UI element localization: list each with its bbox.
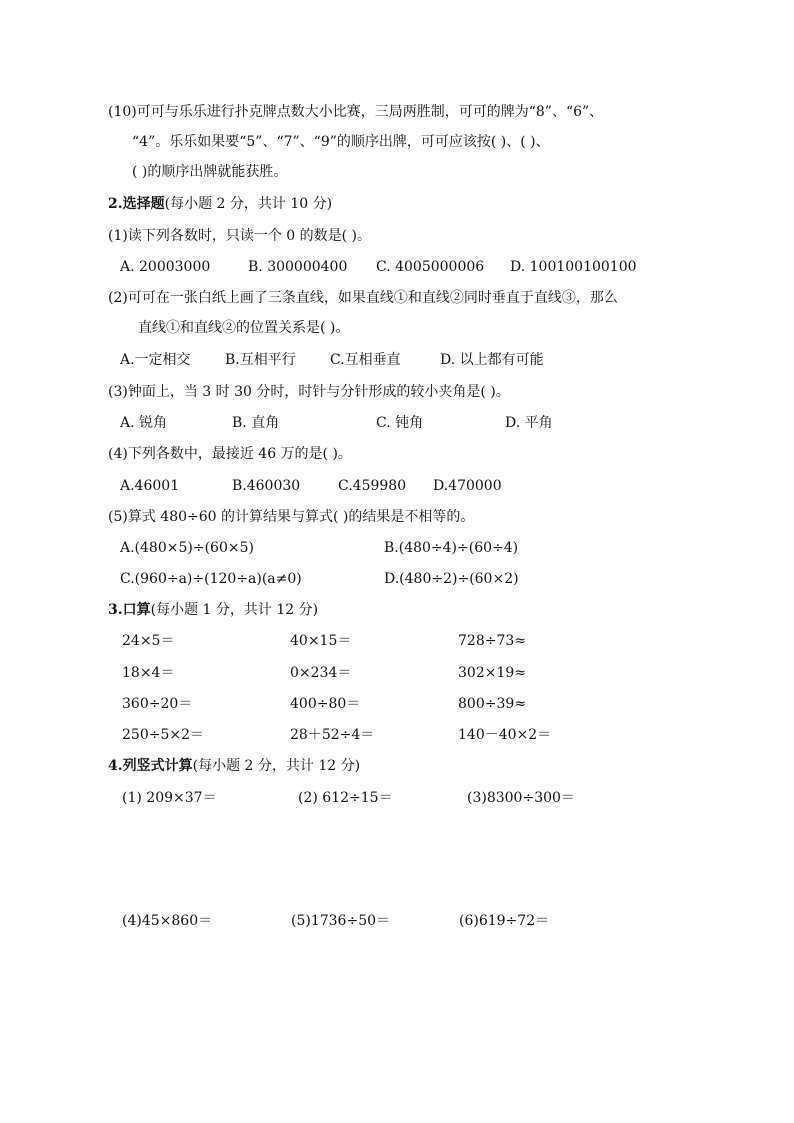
- s2-q2-stem1: (2)可可在一张白纸上画了三条直线，如果直线①和直线②同时垂直于直线③，那么: [108, 290, 618, 306]
- s2-q5-option-b: B.(480÷4)÷(60÷4): [384, 540, 519, 556]
- s2-q3-option-d: D. 平角: [505, 415, 553, 431]
- s2-q3-option-c: C. 钝角: [376, 415, 424, 431]
- mental-calc-item: 250÷5×2＝: [122, 727, 204, 743]
- s2-q5-stem: (5)算式 480÷60 的计算结果与算式( )的结果是不相等的。: [108, 509, 475, 525]
- section4-heading: 4.列竖式计算: [108, 758, 193, 774]
- section2-title: [108, 194, 332, 214]
- s2-q2-stem2: 直线①和直线②的位置关系是( )。: [138, 320, 350, 336]
- s2-q5-option-a: A.(480×5)÷(60×5): [120, 540, 254, 556]
- s2-q4-stem: (4)下列各数中，最接近 46 万的是( )。: [108, 446, 352, 462]
- q10-line2: “4”。乐乐如果要“5”、“7”、“9”的顺序出牌，可可应该按( )、( )、: [132, 134, 550, 150]
- vertical-calc-item: (2) 612÷15＝: [298, 790, 393, 806]
- vertical-calc-item: (1) 209×37＝: [122, 790, 217, 806]
- section4-title: [108, 756, 360, 776]
- q10-line1: (10)可可与乐乐进行扑克牌点数大小比赛，三局两胜制，可可的牌为“8”、“6”、: [108, 104, 604, 120]
- s2-q5-option-c: C.(960÷a)÷(120÷a)(a≠0): [120, 571, 302, 587]
- mental-calc-item: 18×4＝: [122, 665, 175, 681]
- s2-q1-option-d: D. 100100100100: [510, 259, 637, 275]
- s2-q4-option-b: B.460030: [232, 478, 301, 494]
- s2-q3-option-a: A. 锐角: [120, 415, 168, 431]
- vertical-calc-item: (6)619÷72＝: [459, 913, 550, 929]
- s2-q3-option-b: B. 直角: [232, 415, 280, 431]
- s2-q1-option-b: B. 300000400: [248, 259, 348, 275]
- mental-calc-item: 140－40×2＝: [458, 727, 552, 743]
- mental-calc-item: 0×234＝: [290, 665, 352, 681]
- s2-q4-option-c: C.459980: [338, 478, 407, 494]
- q10-line3: ( )的顺序出牌就能获胜。: [132, 164, 288, 180]
- mental-calc-item: 728÷73≈: [458, 633, 526, 649]
- mental-calc-item: 400÷80＝: [290, 696, 361, 712]
- vertical-calc-item: (3)8300÷300＝: [467, 790, 575, 806]
- section3-heading: 3.口算: [108, 602, 151, 618]
- s2-q1-option-a: A. 20003000: [120, 259, 211, 275]
- s2-q4-option-d: D.470000: [433, 478, 502, 494]
- section3-title: [108, 600, 318, 620]
- s2-q2-option-c: C.互相垂直: [330, 352, 401, 368]
- s2-q1-stem: (1)读下列各数时，只读一个 0 的数是( )。: [108, 228, 372, 244]
- s2-q3-stem: (3)钟面上，当 3 时 30 分时，时针与分针形成的较小夹角是( )。: [108, 384, 510, 400]
- s2-q2-option-d: D. 以上都有可能: [440, 352, 544, 368]
- mental-calc-item: 28＋52÷4＝: [290, 727, 375, 743]
- section2-heading: 2.选择题: [108, 196, 165, 212]
- mental-calc-item: 800÷39≈: [458, 696, 526, 712]
- s2-q2-option-b: B.互相平行: [225, 352, 296, 368]
- section3-note: (每小题 1 分，共计 12 分): [150, 602, 319, 618]
- section4-note: (每小题 2 分，共计 12 分): [192, 758, 361, 774]
- section2-note: (每小题 2 分，共计 10 分): [164, 196, 333, 212]
- s2-q5-option-d: D.(480÷2)÷(60×2): [384, 571, 519, 587]
- s2-q4-option-a: A.46001: [120, 478, 180, 494]
- vertical-calc-item: (4)45×860＝: [122, 913, 213, 929]
- vertical-calc-item: (5)1736÷50＝: [291, 913, 391, 929]
- mental-calc-item: 302×19≈: [458, 665, 526, 681]
- s2-q1-option-c: C. 4005000006: [376, 259, 485, 275]
- s2-q2-option-a: A.一定相交: [120, 352, 191, 368]
- mental-calc-item: 360÷20＝: [122, 696, 193, 712]
- mental-calc-item: 24×5＝: [122, 633, 175, 649]
- mental-calc-item: 40×15＝: [290, 633, 352, 649]
